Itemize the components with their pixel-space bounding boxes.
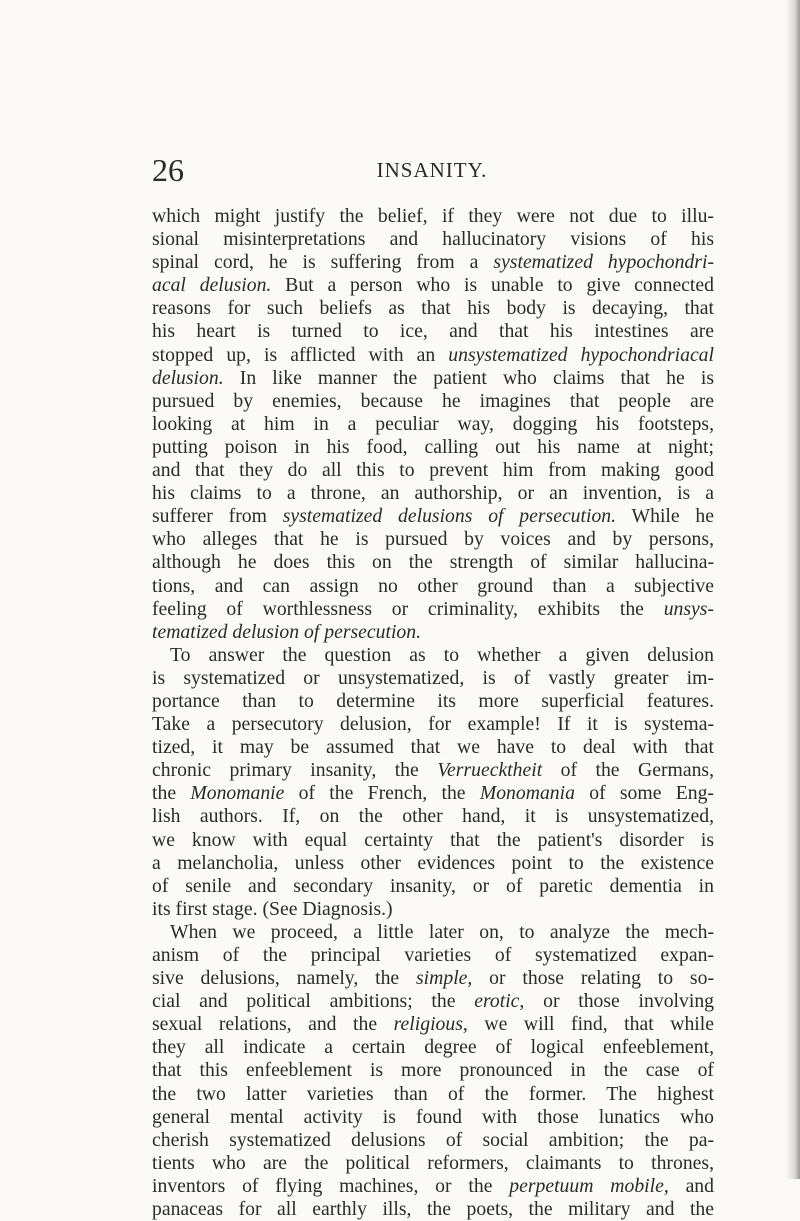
text-line: [152, 251, 714, 274]
text-line: [152, 875, 714, 898]
text-line: [152, 482, 714, 505]
text-segment: that this enfeeblement is more pronounced in the case of: [152, 1059, 714, 1082]
italic-text: systematized hypochondri-: [493, 251, 714, 274]
text-segment: a melancholia, unless other evidences point to the existence: [152, 851, 714, 874]
text-line: [152, 898, 714, 921]
text-segment: and: [668, 1174, 714, 1197]
text-line: [152, 829, 714, 852]
text-segment: lish authors. If, on the other hand, it is unsystematized,: [152, 805, 714, 828]
italic-text: delusion.: [152, 366, 224, 389]
italic-text: Verruecktheit: [437, 759, 543, 782]
text-segment: its first stage. (See Diagnosis.): [152, 897, 393, 920]
text-line: [152, 690, 714, 713]
text-line: [152, 967, 714, 990]
text-segment: who alleges that he is pursued by voices and by persons,: [152, 528, 714, 551]
text-segment: tized, it may be assumed that we have to deal with that: [152, 736, 714, 759]
text-segment: putting poison in his food, calling out his name at night;: [152, 435, 714, 458]
text-segment: general mental activity is found with those lunatics who: [152, 1105, 714, 1128]
running-title: INSANITY.: [376, 158, 488, 182]
italic-text: tematized delusion of persecution.: [152, 620, 422, 643]
text-segment: we will find, that while: [467, 1013, 714, 1036]
italic-text: religious,: [393, 1013, 468, 1036]
text-segment: and that they do all this to prevent him from making good: [152, 459, 714, 482]
page-number: 26: [152, 152, 184, 188]
italic-text: systematized delusions of persecution.: [282, 505, 617, 528]
text-line: [152, 713, 714, 736]
text-segment: is systematized or unsystematized, is of vastly greater im-: [152, 666, 714, 689]
italic-text: unsystematized hypochondriacal: [448, 343, 714, 366]
text-segment: or those relating to so-: [472, 967, 714, 990]
text-segment: of the Germans,: [542, 759, 714, 782]
text-segment: But a person who is unable to give connected: [271, 274, 714, 297]
text-line: [152, 413, 714, 436]
text-segment: of some Eng-: [574, 782, 714, 805]
text-line: [152, 944, 714, 967]
italic-text: unsys-: [663, 597, 714, 620]
text-line: [152, 344, 714, 367]
text-line: [152, 528, 714, 551]
text-line: [152, 644, 714, 667]
text-line: [152, 759, 714, 782]
text-segment: sufferer from: [152, 505, 283, 528]
body-text: [152, 205, 714, 1221]
text-segment: the: [152, 782, 191, 805]
text-segment: Take a persecutory delusion, for example! If it is systema-: [152, 713, 714, 736]
text-line: [152, 852, 714, 875]
text-line: [152, 1152, 714, 1175]
text-segment: stopped up, is afflicted with an: [152, 343, 449, 366]
text-line: [152, 1198, 714, 1221]
text-segment: the two latter varieties than of the former. The highest: [152, 1082, 714, 1105]
text-segment: looking at him in a peculiar way, dogging his footsteps,: [152, 412, 714, 435]
text-segment: tients who are the political reformers, claimants to thrones,: [152, 1151, 714, 1174]
page-header: [152, 150, 712, 190]
text-line: [152, 1083, 714, 1106]
text-line: [152, 990, 714, 1013]
text-segment: While he: [616, 505, 714, 528]
text-line: [152, 1013, 714, 1036]
text-segment: portance than to determine its more superficial features.: [152, 689, 714, 712]
text-line: [152, 367, 714, 390]
text-line: [152, 228, 714, 251]
text-segment: In like manner the patient who claims that he is: [223, 366, 714, 389]
italic-text: erotic,: [474, 990, 525, 1013]
text-segment: of senile and secondary insanity, or of paretic dementia in: [152, 874, 714, 897]
text-segment: feeling of worthlessness or criminality, exhibits the: [152, 597, 664, 620]
text-segment: reasons for such beliefs as that his body is decaying, that: [152, 297, 714, 320]
page-gutter-shadow: [786, 0, 800, 1179]
text-segment: his claims to a throne, an authorship, or an invention, is a: [152, 482, 714, 505]
text-segment: When we proceed, a little later on, to analyze the mech-: [170, 920, 714, 943]
text-line: [152, 621, 714, 644]
italic-text: Monomanie: [190, 782, 285, 805]
text-line: [152, 598, 714, 621]
text-line: [152, 505, 714, 528]
text-line: [152, 782, 714, 805]
italic-text: perpetuum mobile,: [509, 1174, 669, 1197]
text-segment: they all indicate a certain degree of logical enfeeblement,: [152, 1036, 714, 1059]
text-segment: we know with equal certainty that the patient's disorder is: [152, 828, 714, 851]
text-line: [152, 459, 714, 482]
text-line: [152, 551, 714, 574]
text-segment: sexual relations, and the: [152, 1013, 394, 1036]
text-segment: inventors of flying machines, or the: [152, 1174, 510, 1197]
text-segment: although he does this on the strength of similar hallucina-: [152, 551, 714, 574]
text-line: [152, 805, 714, 828]
text-line: [152, 205, 714, 228]
text-line: [152, 1036, 714, 1059]
text-line: [152, 390, 714, 413]
text-line: [152, 274, 714, 297]
text-line: [152, 320, 714, 343]
text-segment: tions, and can assign no other ground than a subjective: [152, 574, 714, 597]
text-segment: which might justify the belief, if they were not due to illu-: [152, 205, 714, 227]
text-line: [152, 667, 714, 690]
text-line: [152, 921, 714, 944]
text-line: [152, 1175, 714, 1198]
italic-text: Monomania: [479, 782, 575, 805]
italic-text: simple,: [416, 967, 473, 990]
text-segment: sional misinterpretations and hallucinatory visions of his: [152, 228, 714, 251]
text-segment: spinal cord, he is suffering from a: [152, 251, 494, 274]
text-segment: chronic primary insanity, the: [152, 759, 438, 782]
text-segment: cial and political ambitions; the: [152, 990, 475, 1013]
text-segment: panaceas for all earthly ills, the poets, the military and the: [152, 1198, 714, 1221]
text-segment: cherish systematized delusions of social ambition; the pa-: [152, 1128, 714, 1151]
text-line: [152, 1059, 714, 1082]
text-segment: or those involving: [524, 990, 714, 1013]
text-segment: sive delusions, namely, the: [152, 967, 417, 990]
text-segment: anism of the principal varieties of systematized expan-: [152, 944, 714, 966]
text-line: [152, 575, 714, 598]
text-segment: his heart is turned to ice, and that his intestines are: [152, 320, 714, 343]
text-line: [152, 1129, 714, 1152]
text-segment: of the French, the: [284, 782, 480, 805]
text-line: [152, 297, 714, 320]
text-line: [152, 436, 714, 459]
text-segment: pursued by enemies, because he imagines that people are: [152, 389, 714, 412]
text-segment: To answer the question as to whether a given delusion: [170, 643, 714, 666]
text-line: [152, 1106, 714, 1129]
italic-text: acal delusion.: [152, 274, 272, 297]
text-line: [152, 736, 714, 759]
